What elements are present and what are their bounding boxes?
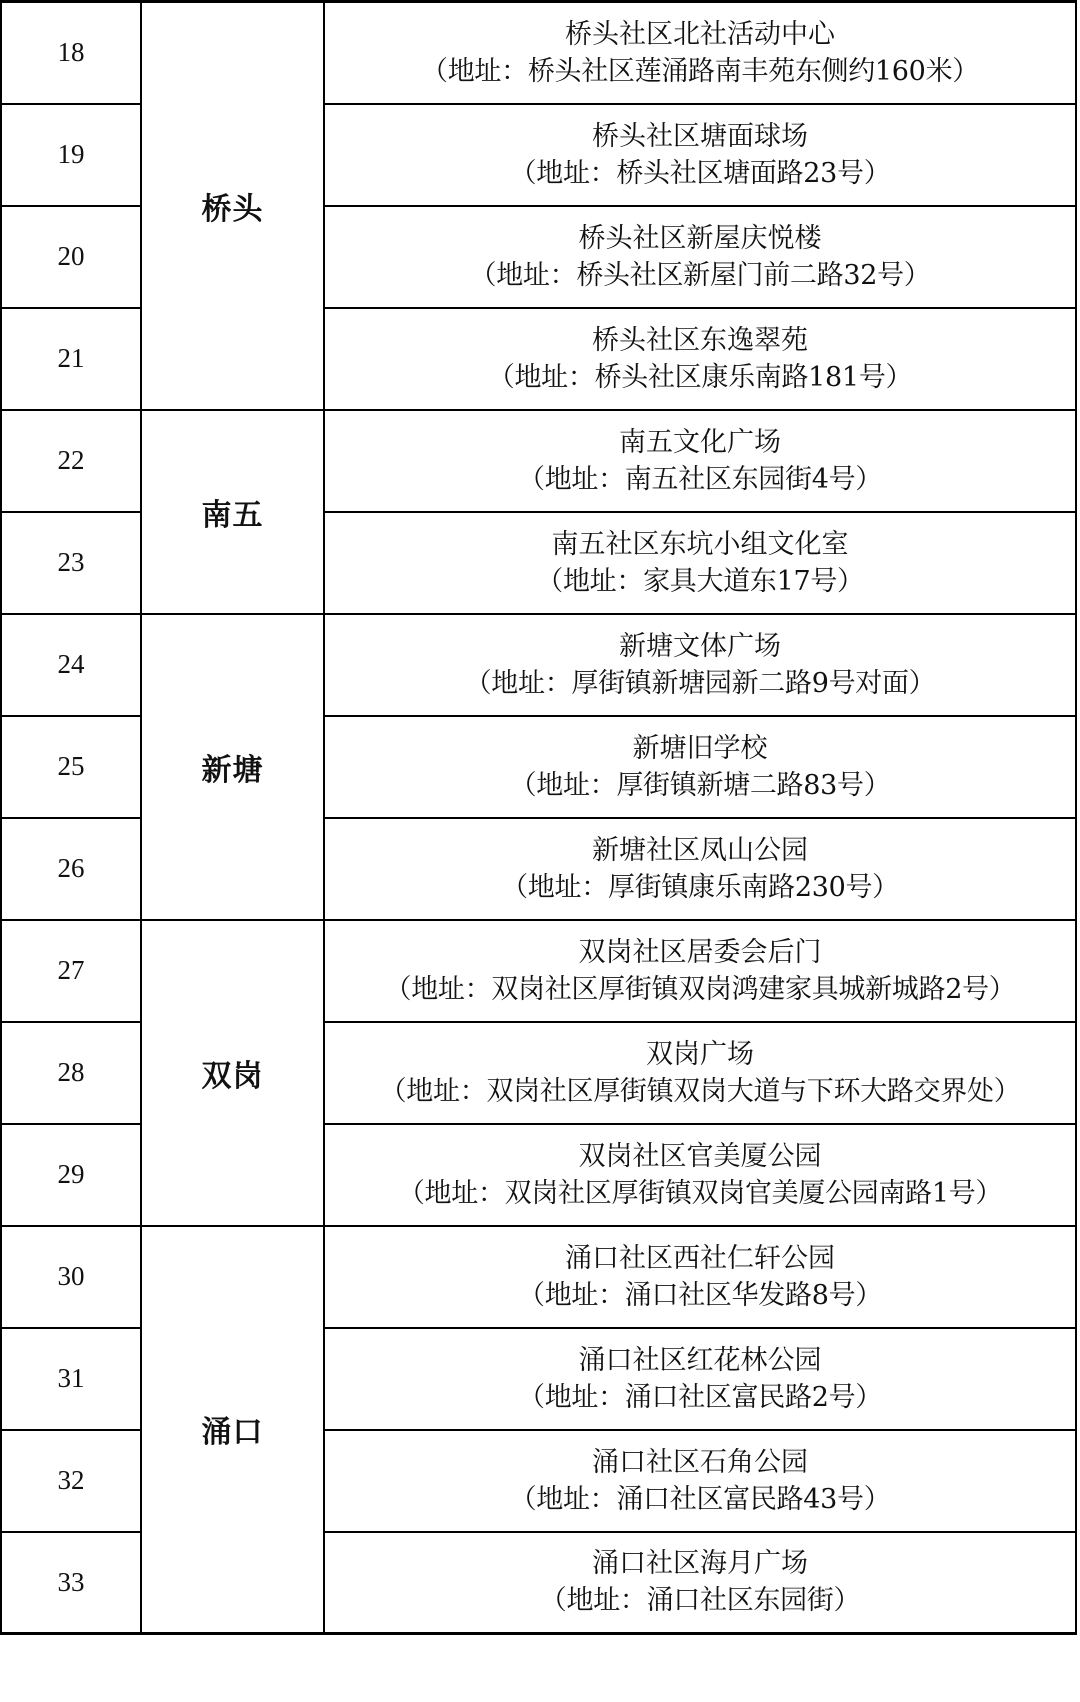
location-cell	[324, 920, 1076, 1022]
location-name: 涌口社区红花林公园	[578, 1344, 822, 1376]
row-number: 22	[1, 410, 141, 512]
location-cell	[324, 308, 1076, 410]
row-number: 31	[1, 1328, 141, 1430]
table-row	[1, 410, 1076, 512]
location-address: （地址：南五社区东园街4号）	[518, 463, 882, 495]
community-name: 涌口	[141, 1226, 324, 1634]
location-address: （地址：双岗社区厚街镇双岗大道与下环大路交界处）	[379, 1075, 1021, 1107]
community-name: 双岗	[141, 920, 324, 1226]
row-number: 30	[1, 1226, 141, 1328]
community-name: 桥头	[141, 2, 324, 410]
table-row	[1, 1226, 1076, 1328]
location-cell	[324, 2, 1076, 104]
location-name: 桥头社区新屋庆悦楼	[578, 222, 822, 254]
row-number: 28	[1, 1022, 141, 1124]
location-name: 桥头社区东逸翠苑	[592, 324, 808, 356]
location-name: 双岗广场	[646, 1038, 754, 1070]
location-name: 涌口社区西社仁轩公园	[565, 1242, 835, 1274]
location-cell	[324, 614, 1076, 716]
location-cell	[324, 104, 1076, 206]
table-row	[1, 920, 1076, 1022]
table-body	[1, 2, 1076, 1634]
location-cell	[324, 1532, 1076, 1634]
location-cell	[324, 1430, 1076, 1532]
location-cell	[324, 1328, 1076, 1430]
table-row	[1, 2, 1076, 104]
row-number: 32	[1, 1430, 141, 1532]
location-cell	[324, 1022, 1076, 1124]
row-number: 19	[1, 104, 141, 206]
location-name: 双岗社区居委会后门	[578, 936, 822, 968]
location-name: 新塘社区凤山公园	[592, 834, 808, 866]
location-name: 新塘旧学校	[632, 732, 768, 764]
location-name: 南五文化广场	[619, 426, 781, 458]
location-cell	[324, 818, 1076, 920]
location-address: （地址：双岗社区厚街镇双岗官美厦公园南路1号）	[397, 1177, 1003, 1209]
location-address: （地址：桥头社区莲涌路南丰苑东侧约160米）	[421, 55, 979, 87]
row-number: 18	[1, 2, 141, 104]
row-number: 27	[1, 920, 141, 1022]
location-address: （地址：家具大道东17号）	[536, 565, 864, 597]
row-number: 33	[1, 1532, 141, 1634]
community-name: 南五	[141, 410, 324, 614]
location-name: 涌口社区石角公园	[592, 1446, 808, 1478]
location-cell	[324, 1124, 1076, 1226]
location-address: （地址：双岗社区厚街镇双岗鸿建家具城新城路2号）	[384, 973, 1016, 1005]
location-address: （地址：桥头社区新屋门前二路32号）	[469, 259, 931, 291]
row-number: 29	[1, 1124, 141, 1226]
location-cell	[324, 716, 1076, 818]
row-number: 25	[1, 716, 141, 818]
row-number: 21	[1, 308, 141, 410]
row-number: 23	[1, 512, 141, 614]
location-address: （地址：桥头社区塘面路23号）	[509, 157, 891, 189]
row-number: 24	[1, 614, 141, 716]
location-address: （地址：涌口社区华发路8号）	[518, 1279, 882, 1311]
location-address: （地址：厚街镇新塘园新二路9号对面）	[464, 667, 936, 699]
location-cell	[324, 1226, 1076, 1328]
row-number: 20	[1, 206, 141, 308]
location-address: （地址：涌口社区富民路2号）	[518, 1381, 882, 1413]
location-name: 新塘文体广场	[619, 630, 781, 662]
location-address: （地址：厚街镇康乐南路230号）	[501, 871, 899, 903]
location-name: 桥头社区塘面球场	[592, 120, 808, 152]
location-cell	[324, 512, 1076, 614]
table-row	[1, 614, 1076, 716]
location-name: 双岗社区官美厦公园	[578, 1140, 822, 1172]
location-name: 涌口社区海月广场	[592, 1548, 808, 1580]
location-address: （地址：涌口社区富民路43号）	[509, 1483, 891, 1515]
location-cell	[324, 410, 1076, 512]
location-address: （地址：桥头社区康乐南路181号）	[487, 361, 913, 393]
row-number: 26	[1, 818, 141, 920]
location-name: 桥头社区北社活动中心	[565, 18, 835, 50]
location-address: （地址：厚街镇新塘二路83号）	[509, 769, 891, 801]
location-name: 南五社区东坑小组文化室	[551, 528, 849, 560]
community-name: 新塘	[141, 614, 324, 920]
location-cell	[324, 206, 1076, 308]
location-address: （地址：涌口社区东园街）	[539, 1585, 861, 1617]
